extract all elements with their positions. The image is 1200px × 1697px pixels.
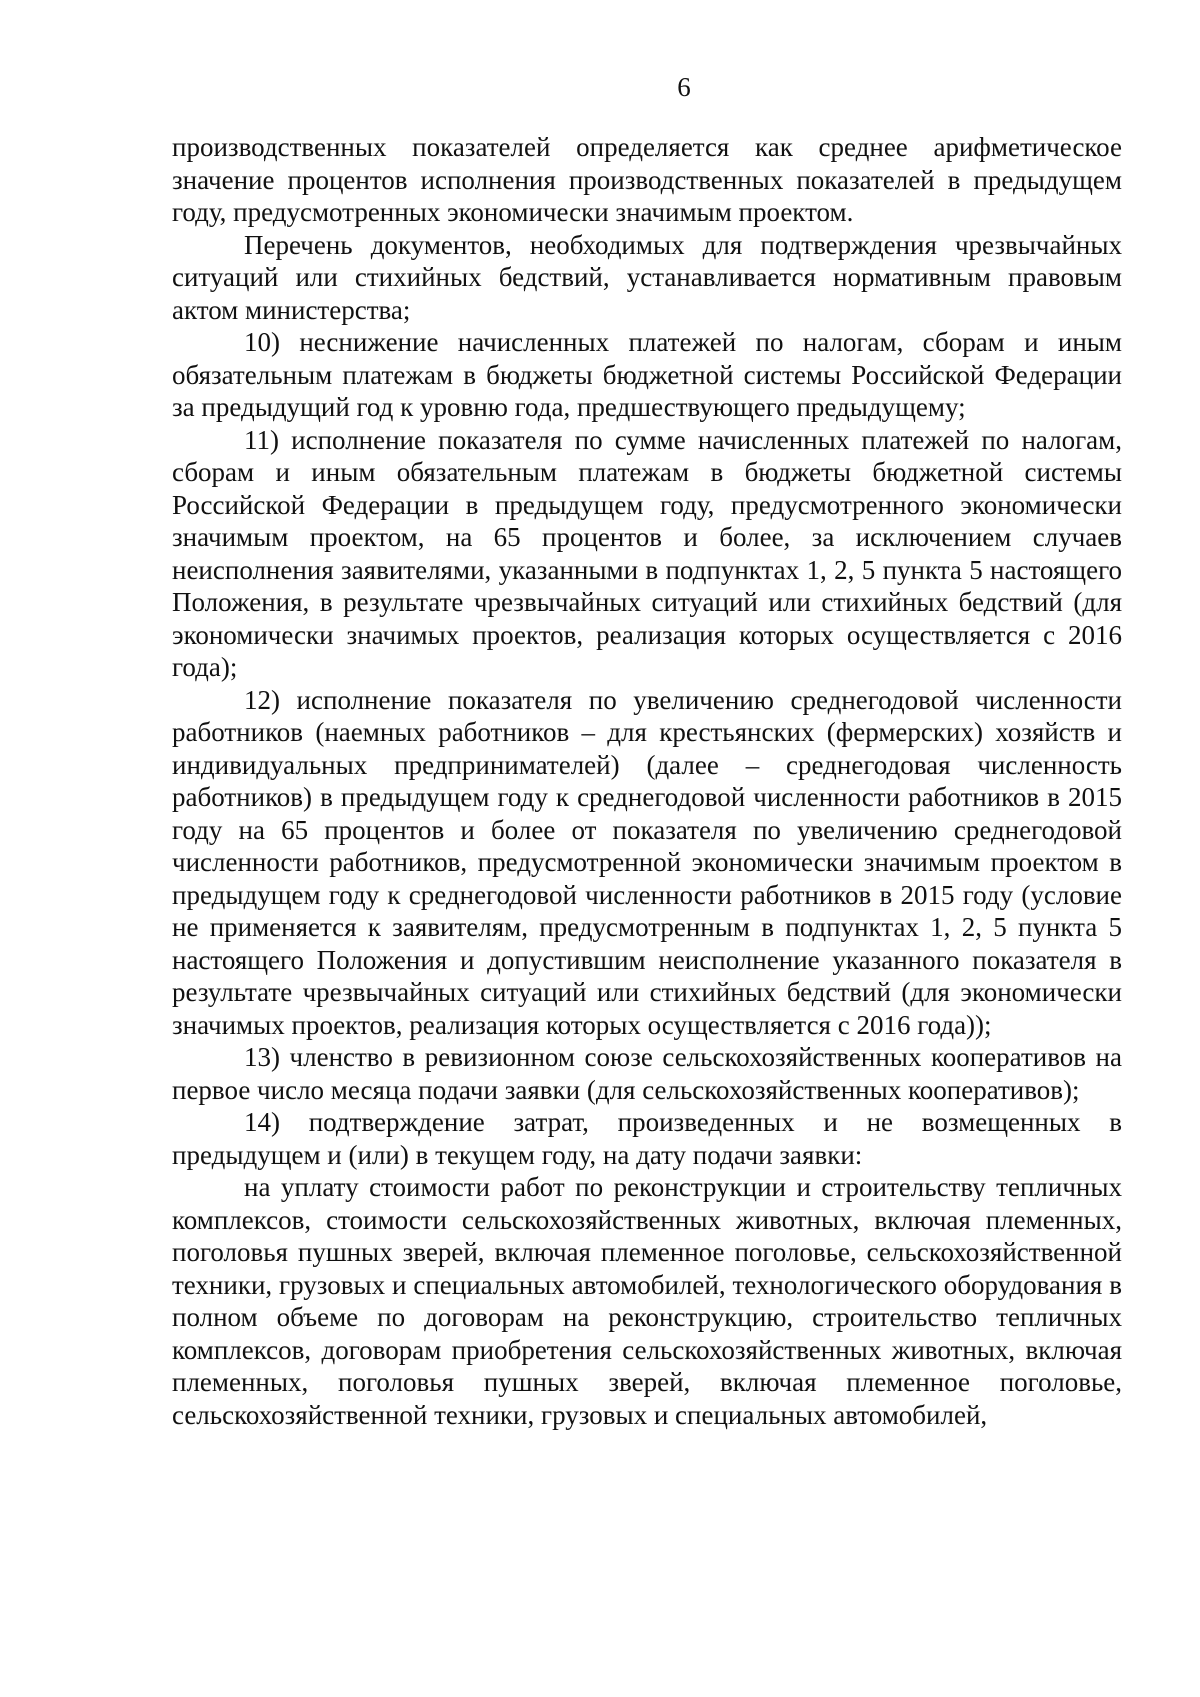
paragraph-item-13: 13) членство в ревизионном союзе сельскохозяйственных кооперативов на первое число месяца подачи заявки (для сельскохозяйственных кооперативов); xyxy=(172,1042,1122,1105)
paragraph-continuation: производственных показателей определяется как среднее арифметическое значение процентов исполнения производственных показателей в предыдущем году, предусмотренных экономически значимым проектом. xyxy=(172,132,1122,227)
paragraph-item-11: 11) исполнение показателя по сумме начисленных платежей по налогам, сборам и иным обязательным платежам в бюджеты бюджетной системы Российской Федерации в предыдущем году, предусмотренного экономически значимым проектом, на 65 процентов и более, за исключением случаев неисполнения заявителями, указанными в подпунктах 1, 2, 5 пункта 5 настоящего Положения, в результате чрезвычайных ситуаций или стихийных бедствий (для экономически значимых проектов, реализация которых осуществляется с 2016 года); xyxy=(172,424,1122,682)
page-number: 6 xyxy=(677,72,691,102)
paragraph-item-14-costs: на уплату стоимости работ по реконструкции и строительству тепличных комплексов, стоимости сельскохозяйственных животных, включая племенных, поголовья пушных зверей, включая племенное поголовье, сельскохозяйственной техники, грузовых и специальных автомобилей, технологического оборудования в полном объеме по договорам на реконструкцию, строительство тепличных комплексов, договорам приобретения сельскохозяйственных животных, включая племенных, поголовья пушных зверей, включая племенное поголовье, сельскохозяйственной техники, грузовых и специальных автомобилей, xyxy=(172,1172,1122,1430)
paragraph-documents-list: Перечень документов, необходимых для подтверждения чрезвычайных ситуаций или стихийных бедствий, устанавливается нормативным правовым актом министерства; xyxy=(172,229,1122,325)
paragraph-item-10: 10) неснижение начисленных платежей по налогам, сборам и иным обязательным платежам в бюджеты бюджетной системы Российской Федерации за предыдущий год к уровню года, предшествующего предыдущему; xyxy=(172,327,1122,422)
paragraph-item-14: 14) подтверждение затрат, произведенных и не возмещенных в предыдущем и (или) в текущем году, на дату подачи заявки: xyxy=(172,1107,1122,1170)
document-body xyxy=(172,131,1122,1431)
paragraph-item-12: 12) исполнение показателя по увеличению среднегодовой численности работников (наемных работников – для крестьянских (фермерских) хозяйств и индивидуальных предпринимателей) (далее – среднегодовая численность работников) в предыдущем году к среднегодовой численности работников в 2015 году на 65 процентов и более от показателя по увеличению среднегодовой численности работников, предусмотренной экономически значимым проектом в предыдущем году к среднегодовой численности работников в 2015 году (условие не применяется к заявителям, предусмотренным в подпунктах 1, 2, 5 пункта 5 настоящего Положения и допустившим неисполнение указанного показателя в результате чрезвычайных ситуаций или стихийных бедствий (для экономически значимых проектов, реализация которых осуществляется с 2016 года)); xyxy=(172,684,1122,1040)
